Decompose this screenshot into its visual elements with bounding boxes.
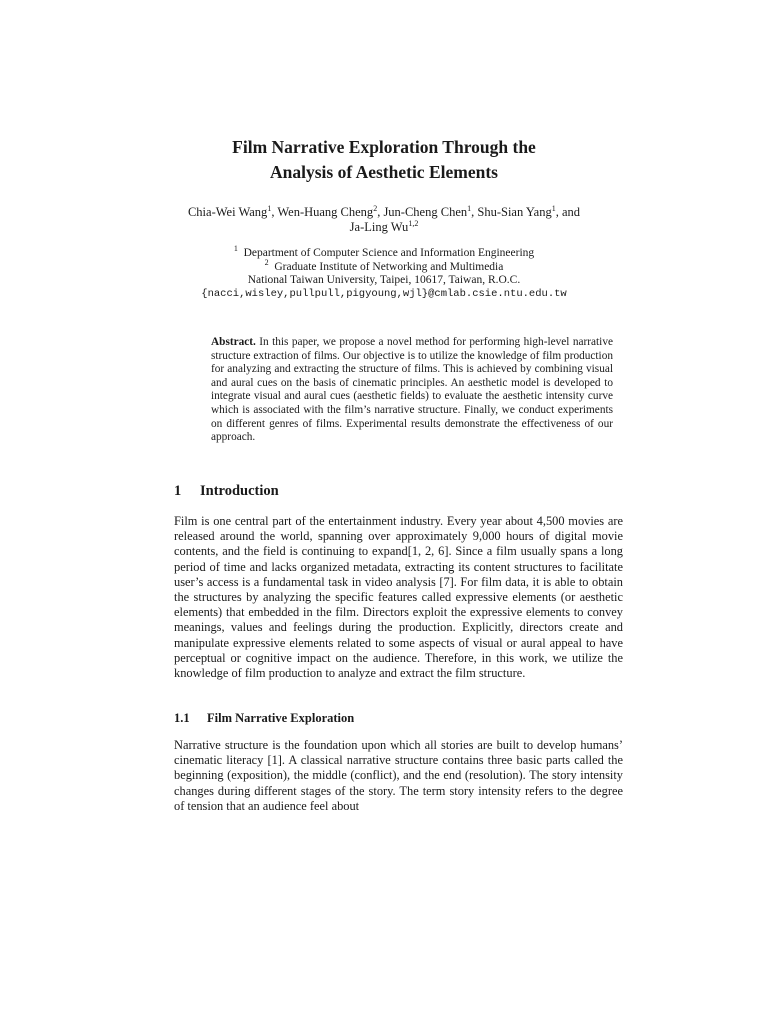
author-list xyxy=(150,205,618,235)
section-heading-introduction xyxy=(174,482,279,500)
affiliations xyxy=(150,244,618,301)
title-line-1: Film Narrative Exploration Through the xyxy=(232,137,536,157)
introduction-paragraph: Film is one central part of the entertainment industry. Every year about 4,500 movies are released around the world, spanning over approximately 9,000 hours of digital movie contents, and the field is continuing to expand[1, 2, 6]. Since a film usually spans a long period of time and lacks organized metadata, extracting its content structures to facilitate user’s access is a fundamental task in video analysis [7]. For film data, it is able to obtain the structures by analyzing the specific features called expressive elements (or aesthetic elements) that embedded in the film. Directors exploit the expressive elements to convey meanings, values and feelings during the production. Explicitly, directors create and manipulate expressive elements related to some aspects of visual or aural appeal to have perceptual or cognitive impact on the audience. Therefore, in this work, we utilize the knowledge of film production to analyze and extract the film structure. xyxy=(174,514,623,681)
affil-text: Graduate Institute of Networking and Multimedia xyxy=(274,260,504,273)
author-separator: , xyxy=(377,205,384,219)
author-name: Jun-Cheng Chen xyxy=(383,205,468,219)
affiliation-address: National Taiwan University, Taipei, 10617, Taiwan, R.O.C. xyxy=(247,274,521,286)
title-line-2: Analysis of Aesthetic Elements xyxy=(270,162,498,182)
narrative-paragraph: Narrative structure is the foundation upon which all stories are built to develop humans’ cinematic literacy [1]. A classical narrative structure contains three basic parts called the beginning (exposition), the middle (conflict), and the end (resolution). The story intensity changes during different stages of the story. The term story intensity refers to the degree of tension that an audience feel about xyxy=(174,738,623,813)
abstract-label: Abstract. xyxy=(211,336,256,348)
section-title: Introduction xyxy=(200,483,279,499)
author-affil-mark: 1,2 xyxy=(408,219,419,228)
author-separator: , xyxy=(271,205,278,219)
author-affil-mark: 1 xyxy=(467,204,472,213)
affil-mark: 1 xyxy=(233,244,238,253)
section-number: 1 xyxy=(174,483,182,499)
affil-mark: 2 xyxy=(264,257,269,267)
author-affil-mark: 1 xyxy=(551,204,556,213)
abstract xyxy=(211,336,613,445)
subsection-title: Film Narrative Exploration xyxy=(207,711,355,725)
author-separator: , xyxy=(471,205,478,219)
abstract-text: In this paper, we propose a novel method for performing high-level narrative structure extraction of films. Our objective is to utilize the knowledge of film production for analyzing and extracting the structure of films. This is achieved by combining visual and aural cues on the basis of cinematic principles. An aesthetic model is developed to integrate visual and aural cues (aesthetic fields) to evaluate the aesthetic intensity curve which is associated with the film’s narrative structure. Finally, we conduct experiments on different genres of films. Experimental results demonstrate the effectiveness of our approach. xyxy=(211,336,613,444)
author-line-2 xyxy=(150,220,618,235)
author-affil-mark: 2 xyxy=(373,204,378,213)
author-name: Chia-Wei Wang xyxy=(187,205,268,219)
author-separator: , and xyxy=(555,205,581,219)
subsection-heading-film-narrative xyxy=(174,710,354,726)
author-emails: {nacci,wisley,pullpull,pigyoung,wjl}@cmlab.csie.ntu.edu.tw xyxy=(201,287,567,300)
author-name: Wen-Huang Cheng xyxy=(277,205,374,219)
author-line-1 xyxy=(150,205,618,220)
affil-text: Department of Computer Science and Information Engineering xyxy=(243,247,535,259)
subsection-number: 1.1 xyxy=(174,711,190,725)
affiliation-1 xyxy=(150,244,618,261)
author-name: Ja-Ling Wu xyxy=(349,220,409,234)
affiliation-2 xyxy=(150,257,618,275)
author-name: Shu-Sian Yang xyxy=(477,205,552,219)
author-affil-mark: 1 xyxy=(267,204,272,213)
paper-title xyxy=(0,135,768,185)
